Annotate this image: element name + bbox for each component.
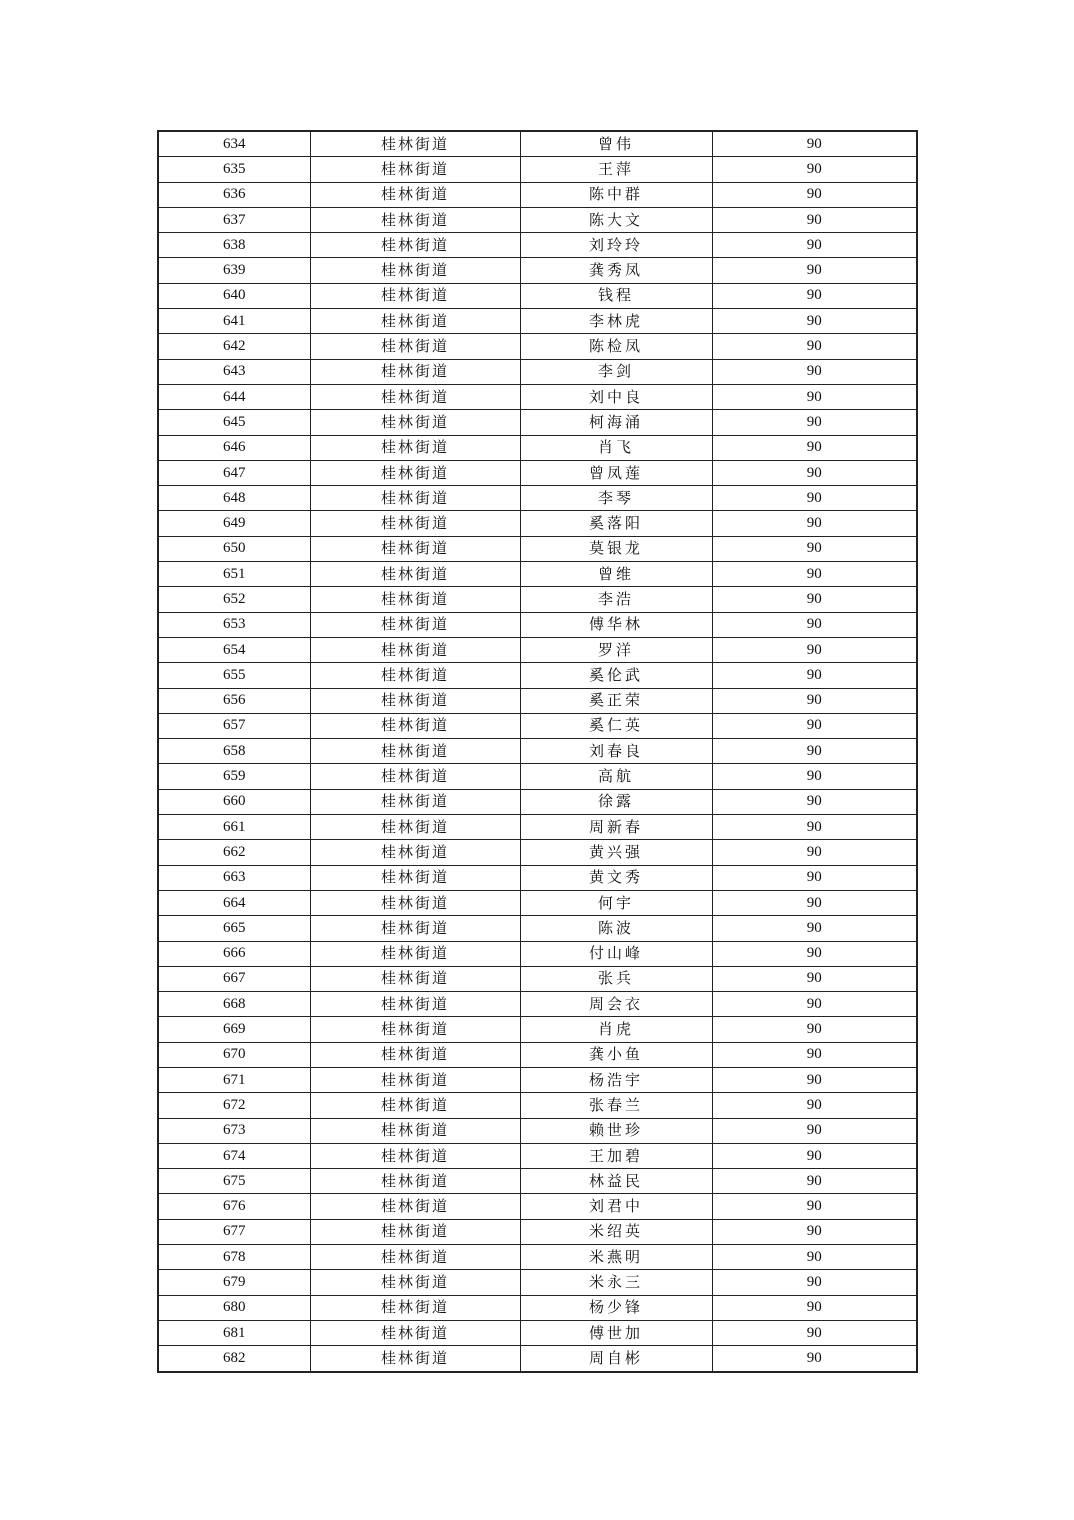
table-row bbox=[158, 536, 917, 561]
score-cell: 90 bbox=[712, 1017, 917, 1042]
person-name-cell: 奚仁英 bbox=[520, 713, 712, 738]
score-cell: 90 bbox=[712, 1143, 917, 1168]
row-number-cell: 638 bbox=[158, 233, 310, 258]
street-cell: 桂林街道 bbox=[310, 182, 520, 207]
street-cell: 桂林街道 bbox=[310, 1169, 520, 1194]
row-number-cell: 639 bbox=[158, 258, 310, 283]
person-name-cell: 黄兴强 bbox=[520, 840, 712, 865]
street-cell: 桂林街道 bbox=[310, 536, 520, 561]
row-number-cell: 657 bbox=[158, 713, 310, 738]
score-cell: 90 bbox=[712, 587, 917, 612]
person-name-cell: 李林虎 bbox=[520, 309, 712, 334]
street-cell: 桂林街道 bbox=[310, 865, 520, 890]
person-name-cell: 钱程 bbox=[520, 283, 712, 308]
person-name-cell: 林益民 bbox=[520, 1169, 712, 1194]
person-name-cell: 周自彬 bbox=[520, 1346, 712, 1372]
row-number-cell: 650 bbox=[158, 536, 310, 561]
row-number-cell: 680 bbox=[158, 1295, 310, 1320]
person-name-cell: 李琴 bbox=[520, 486, 712, 511]
person-name-cell: 陈大文 bbox=[520, 207, 712, 232]
table-row bbox=[158, 1042, 917, 1067]
street-cell: 桂林街道 bbox=[310, 1320, 520, 1345]
person-name-cell: 王加碧 bbox=[520, 1143, 712, 1168]
table-row bbox=[158, 612, 917, 637]
person-name-cell: 王萍 bbox=[520, 157, 712, 182]
row-number-cell: 640 bbox=[158, 283, 310, 308]
street-cell: 桂林街道 bbox=[310, 764, 520, 789]
person-name-cell: 刘中良 bbox=[520, 384, 712, 409]
person-name-cell: 肖飞 bbox=[520, 435, 712, 460]
table-row bbox=[158, 258, 917, 283]
score-cell: 90 bbox=[712, 1042, 917, 1067]
score-cell: 90 bbox=[712, 536, 917, 561]
table-row bbox=[158, 486, 917, 511]
table-row bbox=[158, 1320, 917, 1345]
street-cell: 桂林街道 bbox=[310, 1194, 520, 1219]
score-cell: 90 bbox=[712, 1169, 917, 1194]
row-number-cell: 681 bbox=[158, 1320, 310, 1345]
person-name-cell: 陈波 bbox=[520, 916, 712, 941]
score-cell: 90 bbox=[712, 764, 917, 789]
row-number-cell: 663 bbox=[158, 865, 310, 890]
person-name-cell: 李浩 bbox=[520, 587, 712, 612]
row-number-cell: 670 bbox=[158, 1042, 310, 1067]
person-name-cell: 莫银龙 bbox=[520, 536, 712, 561]
person-name-cell: 米燕明 bbox=[520, 1245, 712, 1270]
row-number-cell: 665 bbox=[158, 916, 310, 941]
table-row bbox=[158, 840, 917, 865]
person-name-cell: 何宇 bbox=[520, 890, 712, 915]
row-number-cell: 647 bbox=[158, 460, 310, 485]
table-row bbox=[158, 131, 917, 157]
person-name-cell: 龚小鱼 bbox=[520, 1042, 712, 1067]
person-name-cell: 杨浩宇 bbox=[520, 1067, 712, 1092]
row-number-cell: 662 bbox=[158, 840, 310, 865]
street-cell: 桂林街道 bbox=[310, 789, 520, 814]
person-name-cell: 傅世加 bbox=[520, 1320, 712, 1345]
table-row bbox=[158, 789, 917, 814]
person-name-cell: 曾凤莲 bbox=[520, 460, 712, 485]
row-number-cell: 658 bbox=[158, 739, 310, 764]
score-cell: 90 bbox=[712, 637, 917, 662]
table-row bbox=[158, 966, 917, 991]
score-cell: 90 bbox=[712, 890, 917, 915]
person-name-cell: 曾维 bbox=[520, 562, 712, 587]
street-cell: 桂林街道 bbox=[310, 890, 520, 915]
street-cell: 桂林街道 bbox=[310, 688, 520, 713]
score-cell: 90 bbox=[712, 460, 917, 485]
table-row bbox=[158, 182, 917, 207]
score-cell: 90 bbox=[712, 1067, 917, 1092]
row-number-cell: 641 bbox=[158, 309, 310, 334]
row-number-cell: 664 bbox=[158, 890, 310, 915]
table-row bbox=[158, 1169, 917, 1194]
person-name-cell: 周新春 bbox=[520, 815, 712, 840]
table-row bbox=[158, 1067, 917, 1092]
street-cell: 桂林街道 bbox=[310, 1118, 520, 1143]
table-row bbox=[158, 637, 917, 662]
table-row bbox=[158, 1346, 917, 1372]
street-cell: 桂林街道 bbox=[310, 157, 520, 182]
person-name-cell: 刘君中 bbox=[520, 1194, 712, 1219]
row-number-cell: 642 bbox=[158, 334, 310, 359]
street-cell: 桂林街道 bbox=[310, 562, 520, 587]
score-cell: 90 bbox=[712, 511, 917, 536]
row-number-cell: 677 bbox=[158, 1219, 310, 1244]
score-cell: 90 bbox=[712, 739, 917, 764]
street-cell: 桂林街道 bbox=[310, 1042, 520, 1067]
row-number-cell: 645 bbox=[158, 410, 310, 435]
score-cell: 90 bbox=[712, 359, 917, 384]
table-row bbox=[158, 359, 917, 384]
table-row bbox=[158, 739, 917, 764]
table-row bbox=[158, 890, 917, 915]
person-name-cell: 柯海涌 bbox=[520, 410, 712, 435]
person-name-cell: 陈中群 bbox=[520, 182, 712, 207]
score-cell: 90 bbox=[712, 916, 917, 941]
score-cell: 90 bbox=[712, 1093, 917, 1118]
row-number-cell: 651 bbox=[158, 562, 310, 587]
person-name-cell: 陈检凤 bbox=[520, 334, 712, 359]
row-number-cell: 656 bbox=[158, 688, 310, 713]
person-name-cell: 高航 bbox=[520, 764, 712, 789]
row-number-cell: 659 bbox=[158, 764, 310, 789]
person-name-cell: 周会衣 bbox=[520, 992, 712, 1017]
table-row bbox=[158, 1219, 917, 1244]
table-row bbox=[158, 1270, 917, 1295]
table-row bbox=[158, 688, 917, 713]
score-cell: 90 bbox=[712, 131, 917, 157]
row-number-cell: 635 bbox=[158, 157, 310, 182]
score-cell: 90 bbox=[712, 1245, 917, 1270]
table-row bbox=[158, 435, 917, 460]
person-name-cell: 刘春良 bbox=[520, 739, 712, 764]
street-cell: 桂林街道 bbox=[310, 334, 520, 359]
street-cell: 桂林街道 bbox=[310, 1295, 520, 1320]
row-number-cell: 637 bbox=[158, 207, 310, 232]
table-row bbox=[158, 815, 917, 840]
row-number-cell: 652 bbox=[158, 587, 310, 612]
table-row bbox=[158, 764, 917, 789]
score-cell: 90 bbox=[712, 207, 917, 232]
row-number-cell: 655 bbox=[158, 663, 310, 688]
score-cell: 90 bbox=[712, 663, 917, 688]
row-number-cell: 672 bbox=[158, 1093, 310, 1118]
row-number-cell: 648 bbox=[158, 486, 310, 511]
table-row bbox=[158, 562, 917, 587]
row-number-cell: 674 bbox=[158, 1143, 310, 1168]
street-cell: 桂林街道 bbox=[310, 941, 520, 966]
row-number-cell: 676 bbox=[158, 1194, 310, 1219]
score-cell: 90 bbox=[712, 410, 917, 435]
person-name-cell: 肖虎 bbox=[520, 1017, 712, 1042]
street-cell: 桂林街道 bbox=[310, 486, 520, 511]
street-cell: 桂林街道 bbox=[310, 1017, 520, 1042]
row-number-cell: 673 bbox=[158, 1118, 310, 1143]
street-cell: 桂林街道 bbox=[310, 992, 520, 1017]
street-cell: 桂林街道 bbox=[310, 435, 520, 460]
score-cell: 90 bbox=[712, 1270, 917, 1295]
table-row bbox=[158, 1194, 917, 1219]
person-name-cell: 曾伟 bbox=[520, 131, 712, 157]
table-row bbox=[158, 309, 917, 334]
row-number-cell: 661 bbox=[158, 815, 310, 840]
street-cell: 桂林街道 bbox=[310, 663, 520, 688]
person-name-cell: 罗洋 bbox=[520, 637, 712, 662]
street-cell: 桂林街道 bbox=[310, 207, 520, 232]
street-cell: 桂林街道 bbox=[310, 840, 520, 865]
score-cell: 90 bbox=[712, 157, 917, 182]
street-cell: 桂林街道 bbox=[310, 359, 520, 384]
person-name-cell: 赖世珍 bbox=[520, 1118, 712, 1143]
street-cell: 桂林街道 bbox=[310, 1245, 520, 1270]
row-number-cell: 675 bbox=[158, 1169, 310, 1194]
street-cell: 桂林街道 bbox=[310, 1143, 520, 1168]
street-cell: 桂林街道 bbox=[310, 1093, 520, 1118]
street-cell: 桂林街道 bbox=[310, 283, 520, 308]
person-name-cell: 奚落阳 bbox=[520, 511, 712, 536]
table-row bbox=[158, 410, 917, 435]
person-name-cell: 米绍英 bbox=[520, 1219, 712, 1244]
row-number-cell: 678 bbox=[158, 1245, 310, 1270]
street-cell: 桂林街道 bbox=[310, 713, 520, 738]
score-cell: 90 bbox=[712, 713, 917, 738]
table-row bbox=[158, 992, 917, 1017]
table-row bbox=[158, 384, 917, 409]
score-cell: 90 bbox=[712, 941, 917, 966]
roster-table-body bbox=[158, 131, 917, 1372]
person-name-cell: 奚伦武 bbox=[520, 663, 712, 688]
person-name-cell: 张春兰 bbox=[520, 1093, 712, 1118]
table-row bbox=[158, 511, 917, 536]
table-row bbox=[158, 283, 917, 308]
row-number-cell: 644 bbox=[158, 384, 310, 409]
street-cell: 桂林街道 bbox=[310, 131, 520, 157]
row-number-cell: 682 bbox=[158, 1346, 310, 1372]
row-number-cell: 660 bbox=[158, 789, 310, 814]
person-name-cell: 徐露 bbox=[520, 789, 712, 814]
table-row bbox=[158, 713, 917, 738]
person-name-cell: 龚秀凤 bbox=[520, 258, 712, 283]
street-cell: 桂林街道 bbox=[310, 637, 520, 662]
row-number-cell: 636 bbox=[158, 182, 310, 207]
table-row bbox=[158, 233, 917, 258]
street-cell: 桂林街道 bbox=[310, 587, 520, 612]
score-cell: 90 bbox=[712, 562, 917, 587]
row-number-cell: 679 bbox=[158, 1270, 310, 1295]
table-row bbox=[158, 865, 917, 890]
score-cell: 90 bbox=[712, 1320, 917, 1345]
person-name-cell: 黄文秀 bbox=[520, 865, 712, 890]
score-cell: 90 bbox=[712, 258, 917, 283]
row-number-cell: 634 bbox=[158, 131, 310, 157]
row-number-cell: 671 bbox=[158, 1067, 310, 1092]
score-cell: 90 bbox=[712, 435, 917, 460]
roster-table bbox=[157, 130, 918, 1373]
score-cell: 90 bbox=[712, 865, 917, 890]
street-cell: 桂林街道 bbox=[310, 309, 520, 334]
person-name-cell: 李剑 bbox=[520, 359, 712, 384]
score-cell: 90 bbox=[712, 789, 917, 814]
street-cell: 桂林街道 bbox=[310, 511, 520, 536]
street-cell: 桂林街道 bbox=[310, 1067, 520, 1092]
street-cell: 桂林街道 bbox=[310, 258, 520, 283]
street-cell: 桂林街道 bbox=[310, 916, 520, 941]
street-cell: 桂林街道 bbox=[310, 384, 520, 409]
score-cell: 90 bbox=[712, 612, 917, 637]
score-cell: 90 bbox=[712, 334, 917, 359]
person-name-cell: 付山峰 bbox=[520, 941, 712, 966]
street-cell: 桂林街道 bbox=[310, 815, 520, 840]
score-cell: 90 bbox=[712, 283, 917, 308]
street-cell: 桂林街道 bbox=[310, 1219, 520, 1244]
score-cell: 90 bbox=[712, 966, 917, 991]
score-cell: 90 bbox=[712, 1219, 917, 1244]
table-row bbox=[158, 663, 917, 688]
row-number-cell: 646 bbox=[158, 435, 310, 460]
table-row bbox=[158, 1093, 917, 1118]
table-row bbox=[158, 1143, 917, 1168]
table-row bbox=[158, 334, 917, 359]
score-cell: 90 bbox=[712, 1346, 917, 1372]
street-cell: 桂林街道 bbox=[310, 233, 520, 258]
table-row bbox=[158, 1118, 917, 1143]
table-row bbox=[158, 587, 917, 612]
row-number-cell: 653 bbox=[158, 612, 310, 637]
street-cell: 桂林街道 bbox=[310, 410, 520, 435]
person-name-cell: 张兵 bbox=[520, 966, 712, 991]
score-cell: 90 bbox=[712, 1194, 917, 1219]
table-row bbox=[158, 207, 917, 232]
street-cell: 桂林街道 bbox=[310, 460, 520, 485]
table-row bbox=[158, 1245, 917, 1270]
person-name-cell: 米永三 bbox=[520, 1270, 712, 1295]
score-cell: 90 bbox=[712, 840, 917, 865]
table-row bbox=[158, 1295, 917, 1320]
street-cell: 桂林街道 bbox=[310, 1270, 520, 1295]
person-name-cell: 傅华林 bbox=[520, 612, 712, 637]
score-cell: 90 bbox=[712, 182, 917, 207]
street-cell: 桂林街道 bbox=[310, 1346, 520, 1372]
score-cell: 90 bbox=[712, 992, 917, 1017]
score-cell: 90 bbox=[712, 309, 917, 334]
row-number-cell: 669 bbox=[158, 1017, 310, 1042]
table-row bbox=[158, 460, 917, 485]
person-name-cell: 杨少锋 bbox=[520, 1295, 712, 1320]
row-number-cell: 654 bbox=[158, 637, 310, 662]
street-cell: 桂林街道 bbox=[310, 739, 520, 764]
score-cell: 90 bbox=[712, 233, 917, 258]
score-cell: 90 bbox=[712, 688, 917, 713]
row-number-cell: 666 bbox=[158, 941, 310, 966]
table-row bbox=[158, 157, 917, 182]
row-number-cell: 667 bbox=[158, 966, 310, 991]
score-cell: 90 bbox=[712, 1295, 917, 1320]
table-row bbox=[158, 916, 917, 941]
score-cell: 90 bbox=[712, 486, 917, 511]
street-cell: 桂林街道 bbox=[310, 966, 520, 991]
person-name-cell: 刘玲玲 bbox=[520, 233, 712, 258]
score-cell: 90 bbox=[712, 1118, 917, 1143]
row-number-cell: 643 bbox=[158, 359, 310, 384]
table-row bbox=[158, 1017, 917, 1042]
row-number-cell: 649 bbox=[158, 511, 310, 536]
score-cell: 90 bbox=[712, 815, 917, 840]
person-name-cell: 奚正荣 bbox=[520, 688, 712, 713]
row-number-cell: 668 bbox=[158, 992, 310, 1017]
table-row bbox=[158, 941, 917, 966]
score-cell: 90 bbox=[712, 384, 917, 409]
street-cell: 桂林街道 bbox=[310, 612, 520, 637]
